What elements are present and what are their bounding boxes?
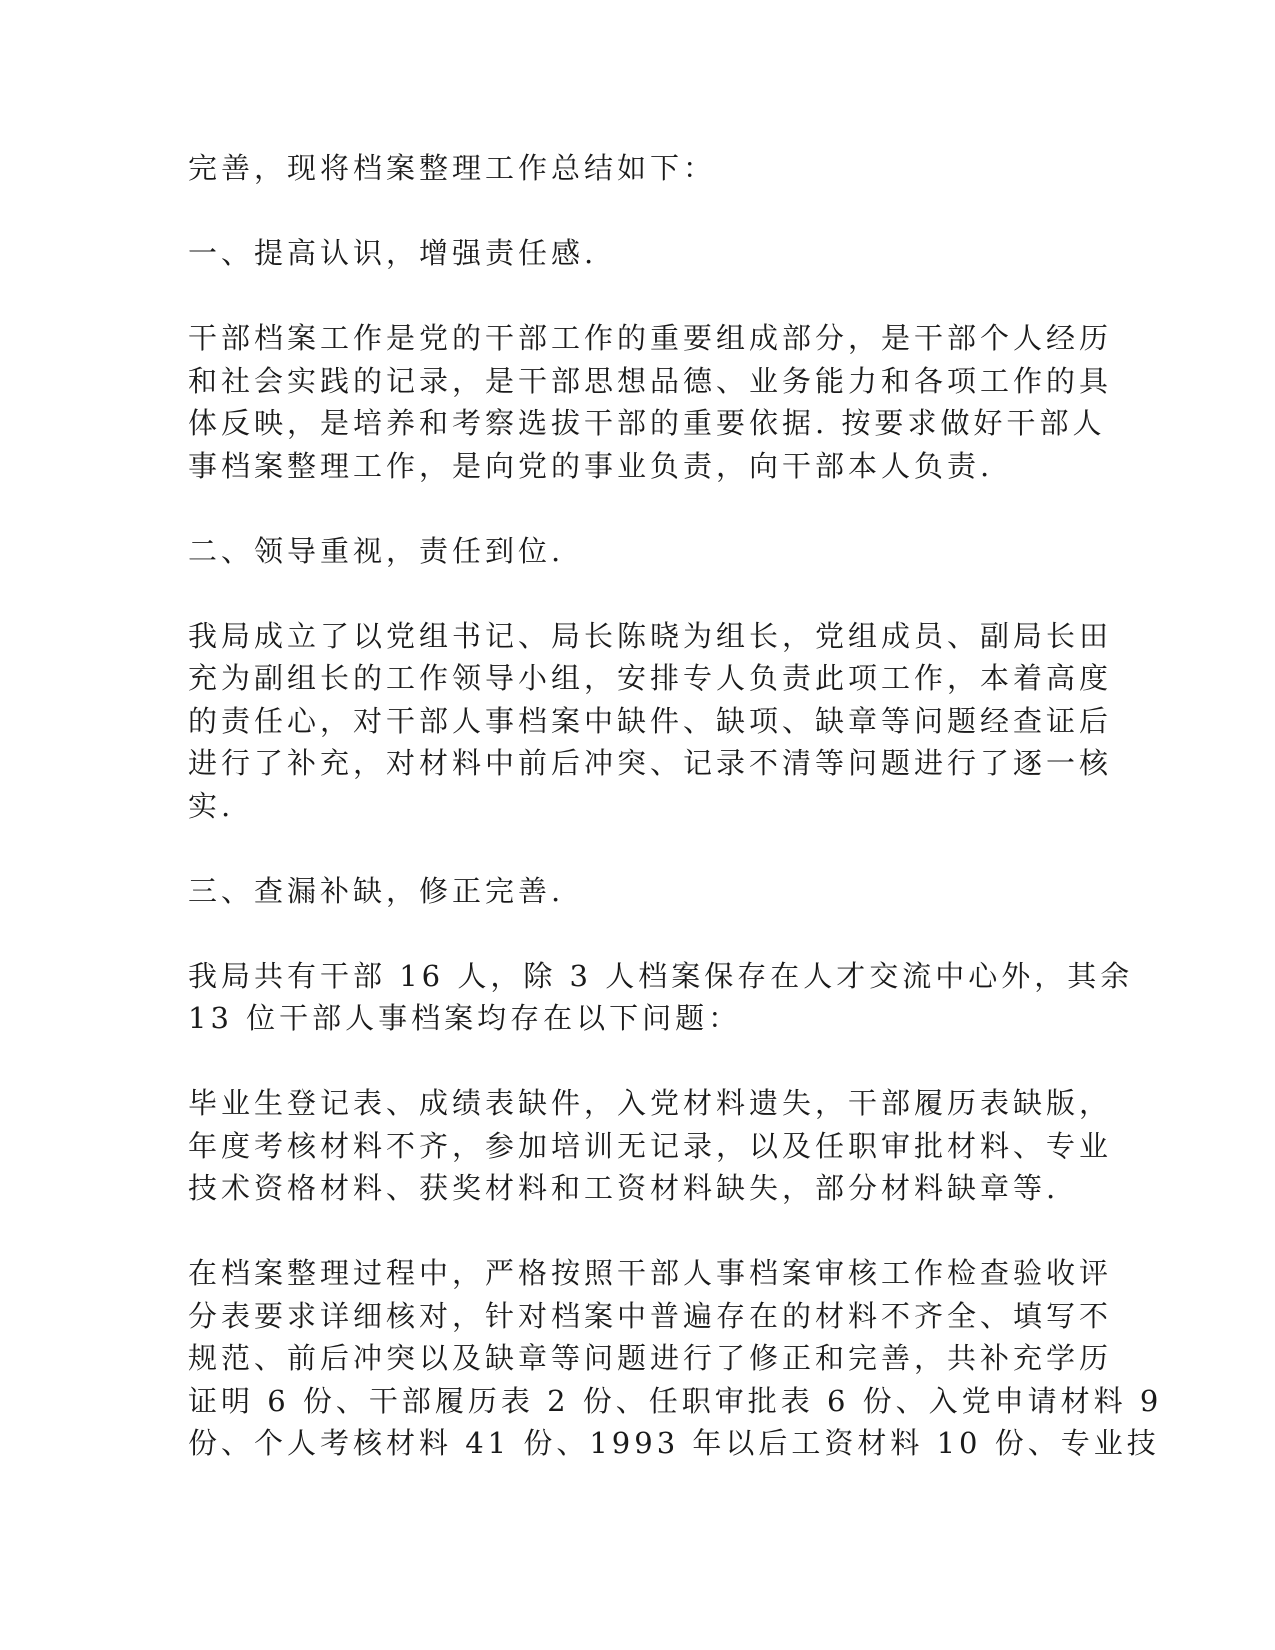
text-line: 我局共有干部 16 人，除 3 人档案保存在人才交流中心外，其余 <box>188 958 1134 993</box>
heading-line: 三、查漏补缺，修正完善. <box>188 873 565 908</box>
text-line: 进行了补充，对材料中前后冲突、记录不清等问题进行了逐一核 <box>188 746 1113 780</box>
text-line: 13 位干部人事档案均存在以下问题： <box>188 1001 742 1035</box>
paragraph-rectification <box>188 1252 1163 1465</box>
text-line: 我局成立了以党组书记、局长陈晓为组长，党组成员、副局长田 <box>188 618 1113 653</box>
paragraph-problem-list <box>188 1082 1113 1210</box>
heading-line: 一、提高认识，增强责任感. <box>188 236 598 270</box>
paragraph-section-1-body <box>188 317 1113 487</box>
text-line: 规范、前后冲突以及缺章等问题进行了修正和完善，共补充学历 <box>188 1341 1113 1375</box>
text-line: 体反映，是培养和考察选拔干部的重要依据. 按要求做好干部人 <box>188 406 1106 440</box>
text-line: 干部档案工作是党的干部工作的重要组成部分，是干部个人经历 <box>188 321 1113 355</box>
text-line: 事档案整理工作，是向党的事业负责，向干部本人负责. <box>188 448 994 483</box>
section-heading-3 <box>188 870 1088 913</box>
paragraph-section-2-body <box>188 615 1113 828</box>
section-heading-2 <box>188 530 1088 573</box>
text-line: 实. <box>188 788 235 823</box>
text-line: 技术资格材料、获奖材料和工资材料缺失，部分材料缺章等. <box>188 1171 1060 1205</box>
document-body <box>188 147 1163 1507</box>
paragraph-section-3-body <box>188 955 1134 1040</box>
paragraph-intro <box>188 147 1088 190</box>
text-line: 分表要求详细核对，针对档案中普遍存在的材料不齐全、填写不 <box>188 1298 1113 1333</box>
text-line: 完善，现将档案整理工作总结如下： <box>188 151 717 185</box>
text-line: 年度考核材料不齐，参加培训无记录，以及任职审批材料、专业 <box>188 1128 1113 1163</box>
text-line: 充为副组长的工作领导小组，安排专人负责此项工作，本着高度 <box>188 661 1113 695</box>
section-heading-1 <box>188 232 1088 275</box>
text-line: 份、个人考核材料 41 份、1993 年以后工资材料 10 份、专业技 <box>188 1426 1160 1460</box>
text-line: 在档案整理过程中，严格按照干部人事档案审核工作检查验收评 <box>188 1256 1113 1290</box>
heading-line: 二、领导重视，责任到位. <box>188 533 565 568</box>
text-line: 的责任心，对干部人事档案中缺件、缺项、缺章等问题经查证后 <box>188 703 1113 738</box>
text-line: 证明 6 份、干部履历表 2 份、任职审批表 6 份、入党申请材料 9 <box>188 1383 1163 1418</box>
text-line: 毕业生登记表、成绩表缺件，入党材料遗失，干部履历表缺版， <box>188 1086 1113 1120</box>
text-line: 和社会实践的记录，是干部思想品德、业务能力和各项工作的具 <box>188 363 1113 398</box>
